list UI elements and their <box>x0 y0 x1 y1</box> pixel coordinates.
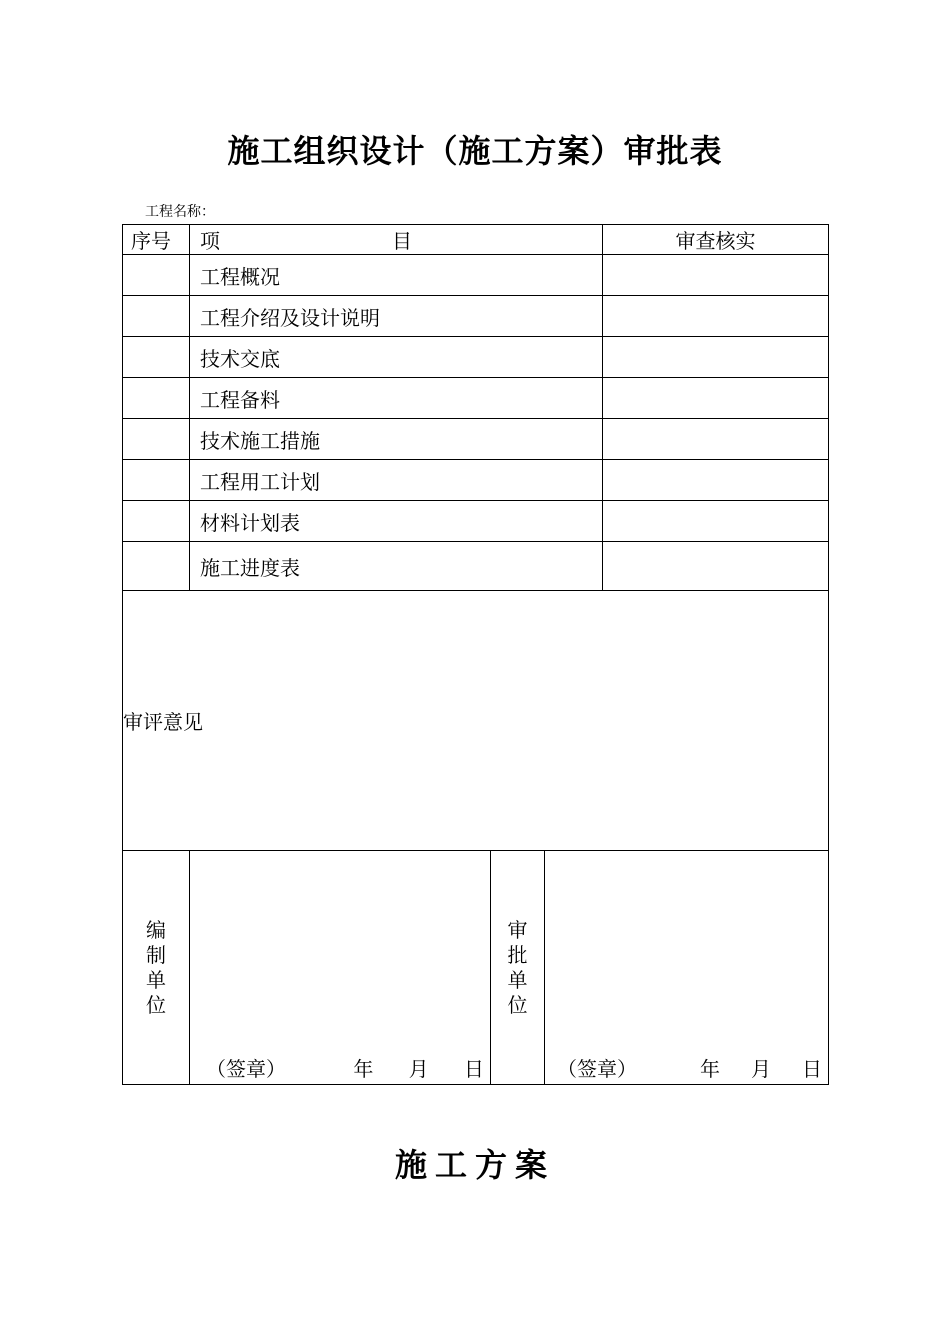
approve-unit-signature-area[interactable] <box>545 851 829 1085</box>
stamp-label: （签章） <box>206 1057 286 1081</box>
header-check: 审查核实 <box>603 225 829 255</box>
header-item-a: 项 <box>200 229 220 253</box>
project-name-label: 工程名称： <box>145 204 215 220</box>
compile-unit-label-cell <box>123 851 190 1085</box>
compile-unit-char: 单 <box>146 967 166 992</box>
row-no-cell[interactable] <box>123 419 190 460</box>
table-row <box>123 337 829 378</box>
table-row <box>123 255 829 296</box>
approve-unit-label-cell <box>491 851 545 1085</box>
row-no-cell[interactable] <box>123 296 190 337</box>
row-item-cell: 工程介绍及设计说明 <box>190 296 603 337</box>
review-row <box>123 591 829 851</box>
row-check-cell[interactable] <box>603 419 829 460</box>
table-row <box>123 296 829 337</box>
approve-unit-char: 批 <box>507 942 528 967</box>
row-no-cell[interactable] <box>123 255 190 296</box>
approve-unit-char: 位 <box>507 992 528 1017</box>
month-label: 月 <box>408 1057 429 1081</box>
row-check-cell[interactable] <box>603 296 829 337</box>
row-check-cell[interactable] <box>603 542 829 591</box>
review-label: 审评意见 <box>123 710 203 734</box>
table-row <box>123 460 829 501</box>
table-header-row <box>123 225 829 255</box>
table-row <box>123 378 829 419</box>
compile-signature-line <box>206 1053 484 1082</box>
row-no-cell[interactable] <box>123 501 190 542</box>
stamp-label: （签章） <box>557 1057 637 1081</box>
row-check-cell[interactable] <box>603 501 829 542</box>
table-row <box>123 419 829 460</box>
row-item-cell: 工程概况 <box>190 255 603 296</box>
month-label: 月 <box>751 1057 771 1081</box>
row-no-cell[interactable] <box>123 460 190 501</box>
approval-form-table <box>122 224 829 1085</box>
header-item-b: 目 <box>392 229 413 253</box>
row-item-cell: 材料计划表 <box>190 501 603 542</box>
row-item-cell: 工程备料 <box>190 378 603 419</box>
row-item-cell: 施工进度表 <box>190 542 603 591</box>
compile-unit-char: 编 <box>146 917 166 942</box>
table-row <box>123 542 829 591</box>
day-label: 日 <box>802 1057 822 1081</box>
row-check-cell[interactable] <box>603 460 829 501</box>
approve-unit-char: 审 <box>507 917 528 942</box>
compile-unit-signature-area[interactable] <box>190 851 491 1085</box>
section-subtitle: 施工方案 <box>394 1146 555 1184</box>
row-check-cell[interactable] <box>603 255 829 296</box>
header-no: 序号 <box>123 225 190 255</box>
document-title: 施工组织设计（施工方案）审批表 <box>227 132 723 170</box>
signature-row <box>123 851 829 1085</box>
approve-unit-char: 单 <box>507 967 528 992</box>
compile-unit-label <box>123 851 189 1084</box>
year-label: 年 <box>353 1057 374 1081</box>
approve-signature-line <box>557 1053 822 1082</box>
day-label: 日 <box>463 1057 484 1081</box>
review-comments-area[interactable] <box>123 591 829 851</box>
approve-unit-label <box>491 851 544 1084</box>
row-item-cell: 技术施工措施 <box>190 419 603 460</box>
row-check-cell[interactable] <box>603 378 829 419</box>
row-check-cell[interactable] <box>603 337 829 378</box>
year-label: 年 <box>700 1057 720 1081</box>
compile-unit-char: 位 <box>146 992 166 1017</box>
header-item <box>190 225 603 255</box>
row-item-cell: 技术交底 <box>190 337 603 378</box>
table-row <box>123 501 829 542</box>
compile-unit-char: 制 <box>146 942 166 967</box>
row-item-cell: 工程用工计划 <box>190 460 603 501</box>
row-no-cell[interactable] <box>123 337 190 378</box>
row-no-cell[interactable] <box>123 542 190 591</box>
row-no-cell[interactable] <box>123 378 190 419</box>
